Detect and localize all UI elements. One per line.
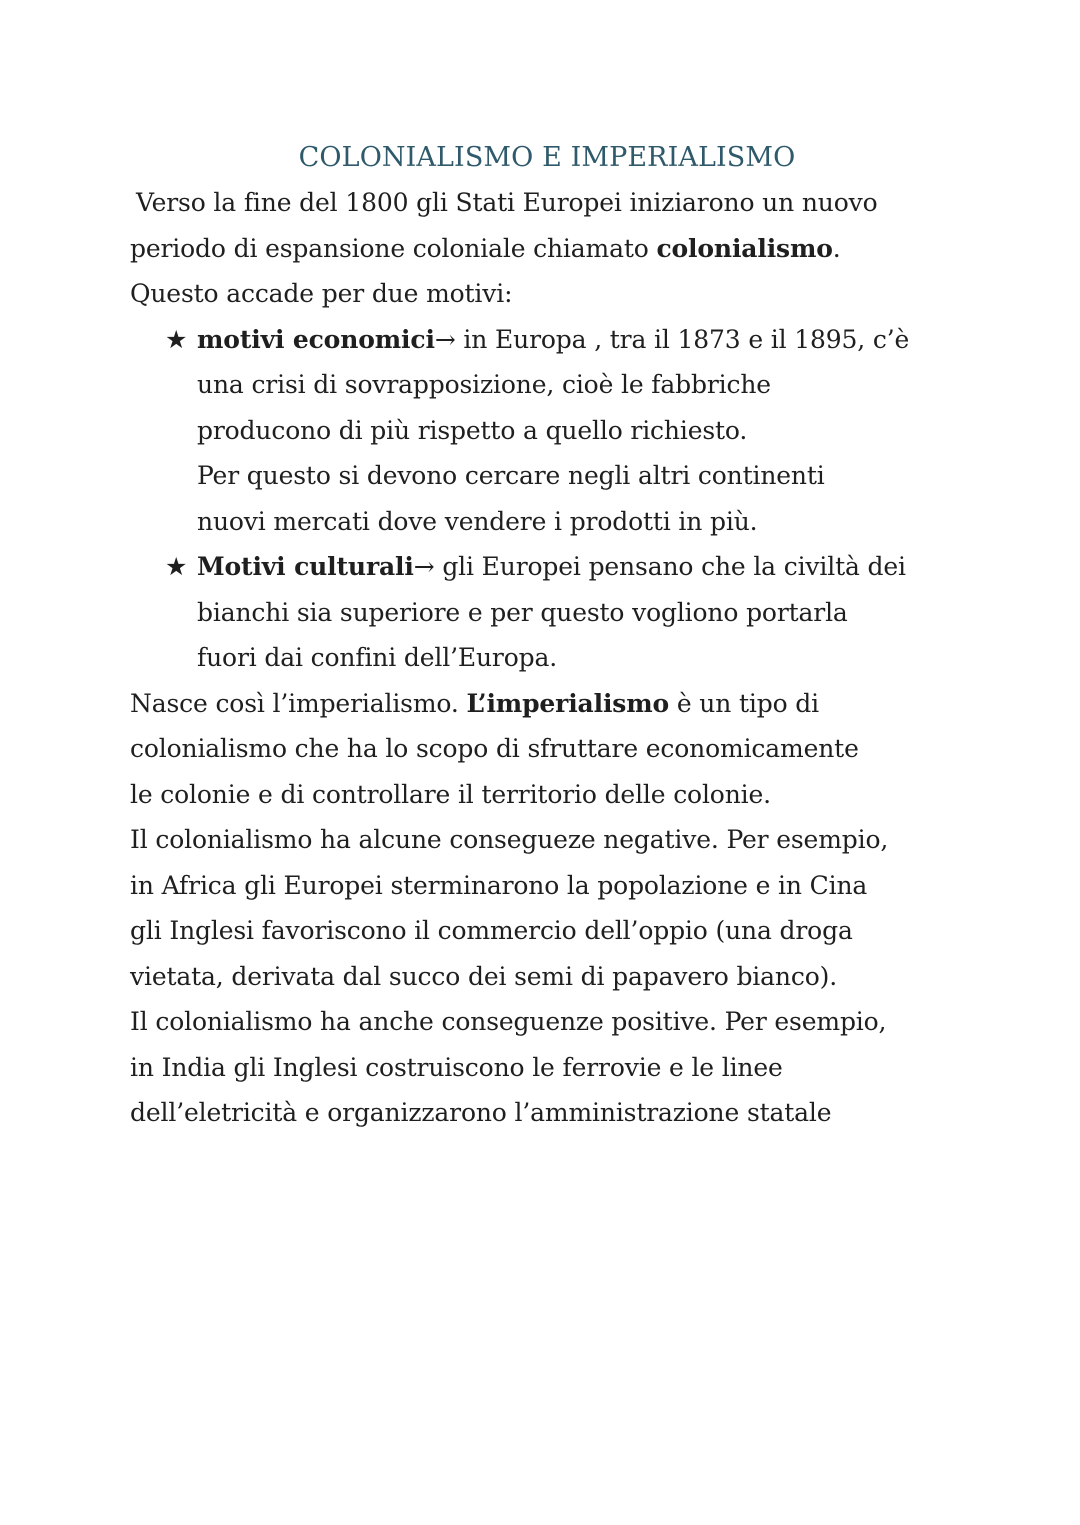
arrow-icon: → (413, 552, 435, 581)
text-line: le colonie e di controllare il territorio delle colonie. (130, 779, 771, 809)
star-icon: ★ (165, 324, 188, 354)
text-segment: Nasce così l’imperialismo. (130, 688, 467, 718)
text-line: Il colonialismo ha alcune consegueze negative. Per esempio, (130, 825, 889, 854)
body-paragraph (130, 681, 960, 1136)
text-line: nuovi mercati dove vendere i prodotti in più. (197, 506, 758, 536)
bold-term: motivi economici (197, 324, 435, 354)
text-line: in India gli Inglesi costruiscono le ferrovie e le linee (130, 1052, 783, 1082)
reasons-list (130, 317, 960, 681)
text-line: Questo accade per due motivi: (130, 279, 513, 308)
text-line: dell’eletricità e organizzarono l’amministrazione statale (130, 1098, 832, 1127)
intro-paragraph (130, 180, 960, 317)
text-segment: periodo di espansione coloniale chiamato (130, 233, 657, 263)
text-line (197, 317, 960, 363)
text-line (130, 681, 960, 727)
text-line: producono di più rispetto a quello richiesto. (197, 415, 748, 445)
text-line (130, 226, 960, 272)
text-line: Per questo si devono cercare negli altri continenti (197, 461, 825, 490)
text-line: una crisi di sovrapposizione, cioè le fabbriche (197, 370, 771, 399)
text-line: Verso la fine del 1800 gli Stati Europei iniziarono un nuovo (136, 188, 878, 217)
text-segment: . (832, 233, 841, 263)
star-icon: ★ (165, 552, 188, 581)
bold-term: Motivi culturali (197, 552, 414, 581)
bold-term: L’imperialismo (466, 688, 670, 718)
text-segment: in Europa , tra il 1873 e il 1895, c’è (455, 324, 910, 354)
document-page (130, 138, 960, 1136)
text-segment: è un tipo di (669, 688, 819, 718)
text-line: bianchi sia superiore e per questo vogliono portarla (197, 597, 848, 627)
text-line: gli Inglesi favoriscono il commercio dell’oppio (una droga (130, 916, 853, 945)
text-line: Il colonialismo ha anche conseguenze positive. Per esempio, (130, 1007, 887, 1036)
list-item (165, 544, 960, 681)
arrow-icon: → (434, 324, 456, 354)
text-line: vietata, derivata dal succo dei semi di papavero bianco). (130, 961, 838, 991)
text-line (197, 544, 960, 590)
page-title: COLONIALISMO E IMPERIALISMO (298, 142, 796, 173)
text-segment: gli Europei pensano che la civiltà dei (434, 552, 906, 581)
bold-term: colonialismo (656, 233, 833, 263)
text-line: in Africa gli Europei sterminarono la popolazione e in Cina (130, 870, 868, 900)
text-line: colonialismo che ha lo scopo di sfruttare economicamente (130, 734, 859, 763)
text-line: fuori dai confini dell’Europa. (197, 643, 558, 672)
list-item (165, 317, 960, 545)
